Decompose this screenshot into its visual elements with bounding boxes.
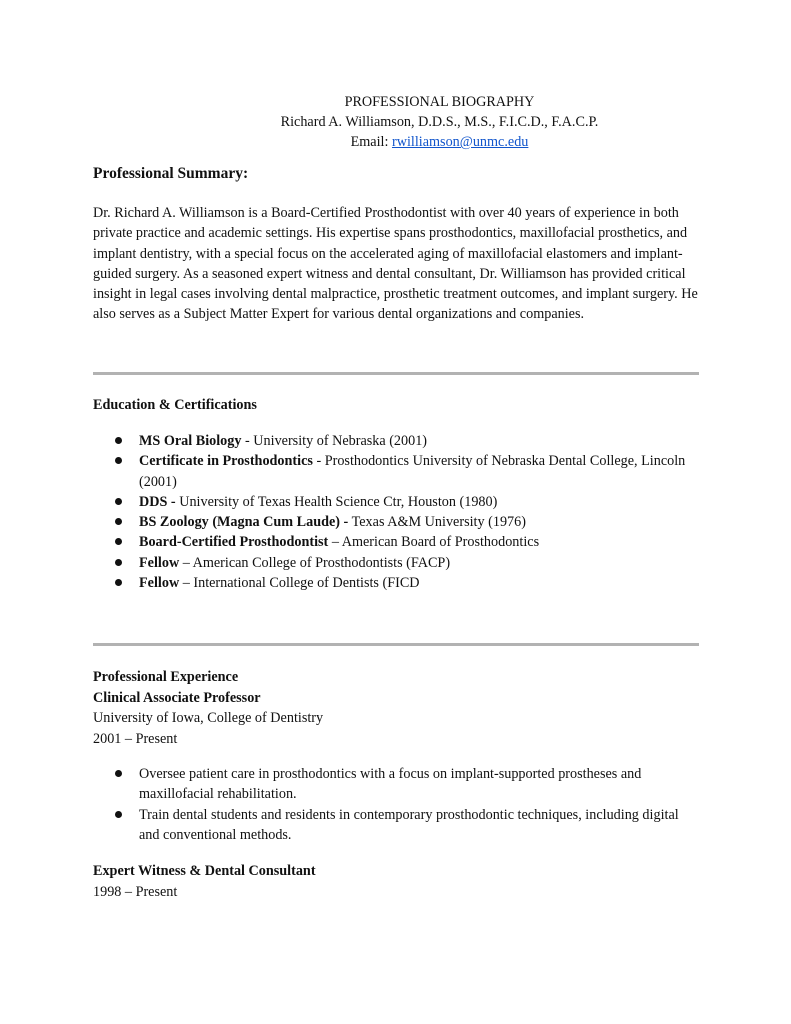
list-item: Certificate in Prosthodontics - Prosthodontics University of Nebraska Dental College, Lincoln (2001) [93,451,699,492]
document-title: PROFESSIONAL BIOGRAPHY [344,94,535,110]
education-heading: Education & Certifications [93,397,257,413]
email-link[interactable]: rwilliamson@unmc.edu [391,134,529,150]
education-list [93,431,699,593]
list-item: DDS - University of Texas Health Science Ctr, Houston (1980) [93,492,699,512]
bullet-icon [115,811,122,818]
bullet-icon [115,518,122,525]
list-item: Train dental students and residents in contemporary prosthodontic techniques, including digital and conventional methods. [93,805,699,846]
document-header [0,92,791,152]
summary-text: Dr. Richard A. Williamson is a Board-Certified Prosthodontist with over 40 years of experience in both private practice and academic settings. His expertise spans prosthodontics, maxillofacial prosthetics, and implant dentistry, with a special focus on the accelerated aging of maxillofacial elastomers and implant-guided surgery. As a seasoned expert witness and dental consultant, Dr. Williamson has provided critical insight in legal cases involving dental malpractice, prosthetic treatment outcomes, and implant surgery. He also serves as a Subject Matter Expert for various dental organizations and companies. [93,205,698,323]
list-item: Oversee patient care in prosthodontics with a focus on implant-supported prostheses and maxillofacial rehabilitation. [93,764,699,805]
job-title: Expert Witness & Dental Consultant [93,863,316,879]
bullet-icon [115,538,122,545]
list-item: Board-Certified Prosthodontist – American Board of Prosthodontics [93,532,699,552]
bullet-icon [115,559,122,566]
list-item: BS Zoology (Magna Cum Laude) - Texas A&M University (1976) [93,512,699,532]
email-label: Email: [350,134,389,150]
job-dates: 2001 – Present [93,730,178,747]
bullet-icon [115,579,122,586]
job-title: Clinical Associate Professor [93,689,261,706]
person-name: Richard A. Williamson, D.D.S., M.S., F.I.C.D., F.A.C.P. [280,114,599,130]
bullet-icon [115,498,122,505]
section-divider [93,643,699,646]
list-item: MS Oral Biology - University of Nebraska (2001) [93,431,699,451]
experience-entry-2 [93,861,699,902]
job-duties-list [93,764,699,845]
bullet-icon [115,770,122,777]
bullet-icon [115,437,122,444]
job-dates: 1998 – Present [93,883,178,900]
experience-section [93,667,699,749]
summary-heading: Professional Summary: [93,165,249,182]
list-item: Fellow – International College of Dentists (FICD [93,573,699,593]
list-item: Fellow – American College of Prosthodontists (FACP) [93,553,699,573]
section-divider [93,372,699,375]
email-line [0,132,791,152]
job-organization: University of Iowa, College of Dentistry [93,710,324,726]
bullet-icon [115,457,122,464]
experience-heading: Professional Experience [93,669,239,685]
